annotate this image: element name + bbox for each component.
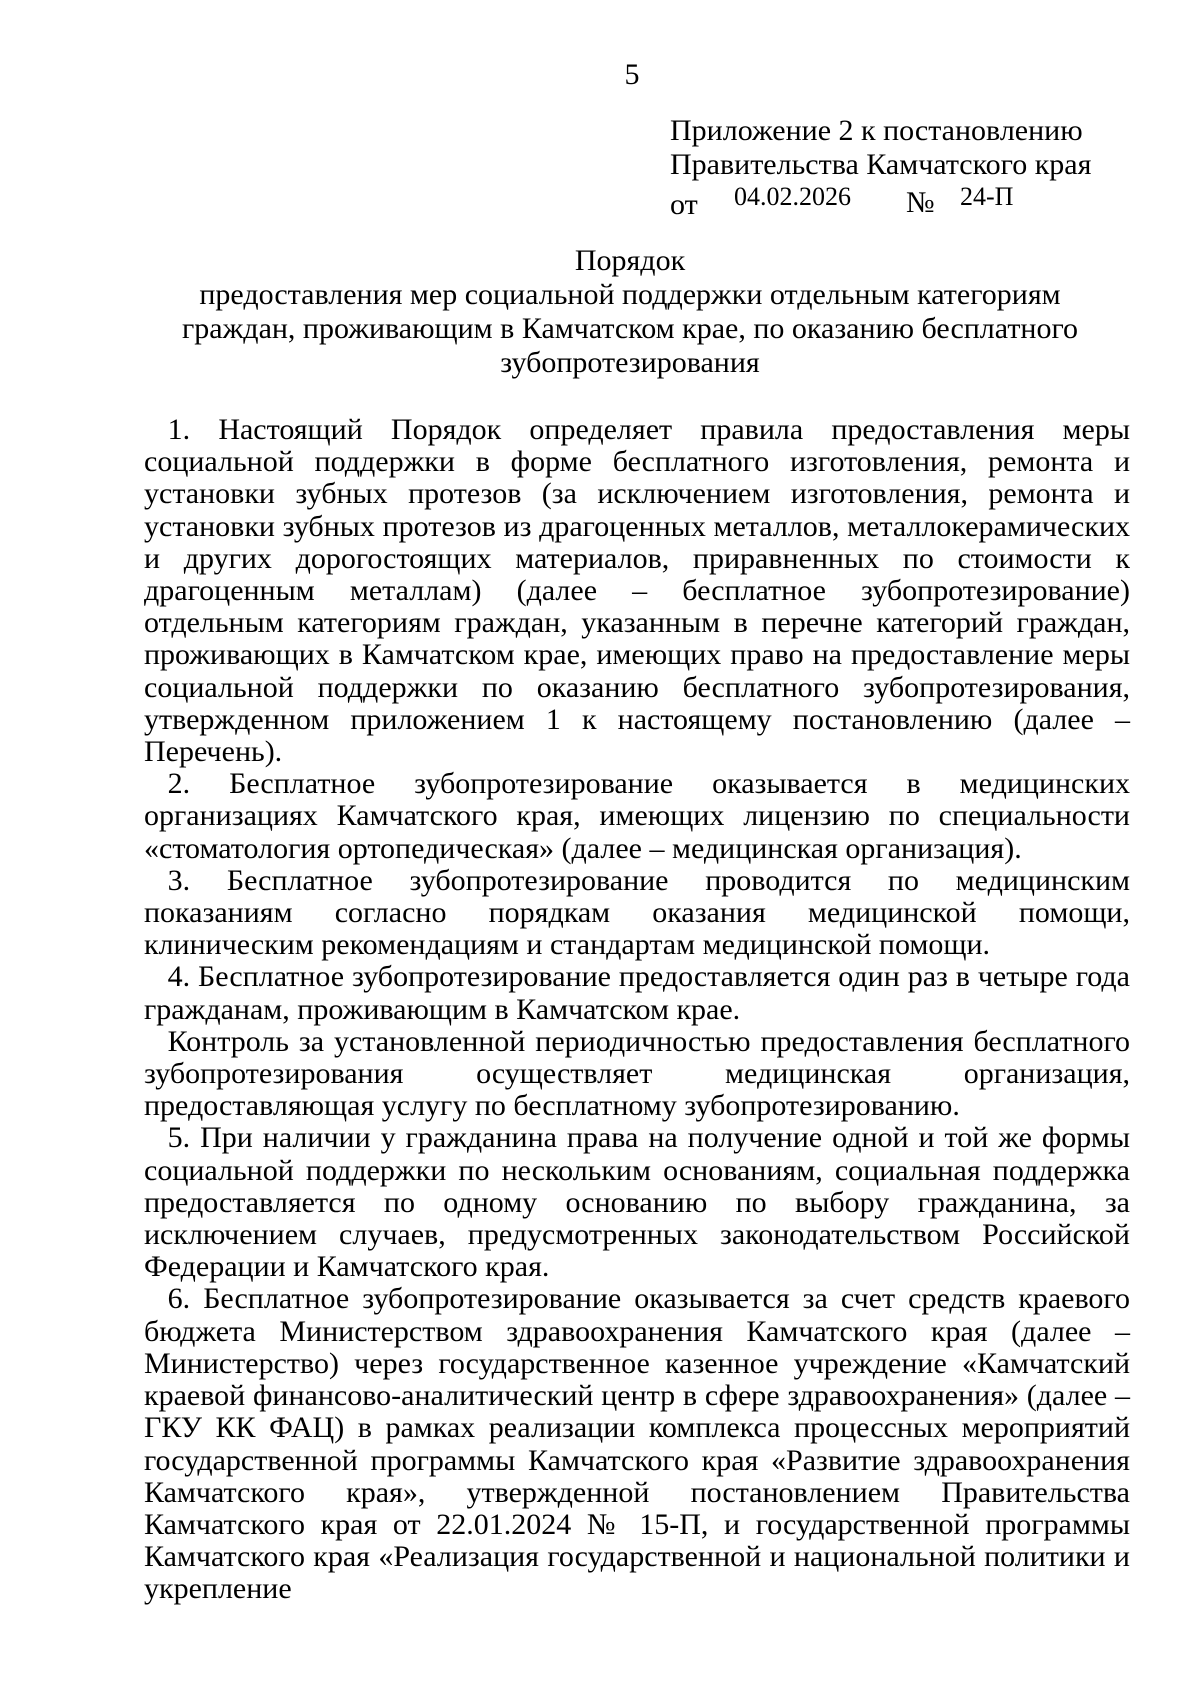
appendix-line-2: Правительства Камчатского края xyxy=(670,148,1092,181)
appendix-reference xyxy=(670,182,1140,220)
paragraph-3: 3. Бесплатное зубопротезирование проводится по медицинским показаниям согласно порядкам оказания медицинской помощи, клиническим рекомендациям и стандартам медицинской помощи. xyxy=(144,863,1130,962)
number-sign: № xyxy=(906,186,935,219)
date-prefix: от xyxy=(670,188,698,221)
document-title xyxy=(130,244,1130,380)
paragraph-1: 1. Настоящий Порядок определяет правила предоставления меры социальной поддержки в форме бесплатного изготовления, ремонта и установки зубных протезов (за исключением изготовления, ремонта и установки зубных протезов из драгоценных металлов, металлокерамических и других дорогостоящих материалов, приравненных по стоимости к драгоценным металлам) (далее – бесплатное зубопротезирование) отдельным категориям граждан, указанным в перечне категорий граждан, проживающих в Камчатском крае, имеющих право на предоставление меры социальной поддержки по оказанию бесплатного зубопротезирования, утвержденном приложением 1 к настоящему постановлению (далее – Перечень). xyxy=(144,413,1130,769)
title-heading: Порядок xyxy=(574,244,686,277)
resolution-number: 24-П xyxy=(960,182,1014,211)
paragraph-6: 6. Бесплатное зубопротезирование оказывается за счет средств краевого бюджета Министерством здравоохранения Камчатского края (далее – Министерство) через государственное казенное учреждение «Камчатский краевой финансово-аналитический центр в сфере здравоохранения» (далее – ГКУ КК ФАЦ) в рамках реализации комплекса процессных мероприятий государственной программы Камчатского края «Развитие здравоохранения Камчатского края», утвержденной постановлением Правительства Камчатского края от 22.01.2024 № 15-П, и государственной программы Камчатского края «Реализация государственной и национальной политики и укрепление xyxy=(144,1282,1130,1606)
paragraph-4: 4. Бесплатное зубопротезирование предоставляется один раз в четыре года гражданам, проживающим в Камчатском крае. xyxy=(144,960,1130,1026)
paragraph-2: 2. Бесплатное зубопротезирование оказывается в медицинских организациях Камчатского края, имеющих лицензию по специальности «стоматология ортопедическая» (далее – медицинская организация). xyxy=(144,767,1130,865)
paragraph-4-control: Контроль за установленной периодичностью предоставления бесплатного зубопротезирования осуществляет медицинская организация, предоставляющая услугу по бесплатному зубопротезированию. xyxy=(144,1024,1130,1123)
resolution-date: 04.02.2026 xyxy=(734,182,851,211)
title-subtitle: предоставления мер социальной поддержки отдельным категориям граждан, проживающим в Камчатском крае, по оказанию бесплатного зубопротезирования xyxy=(181,278,1079,379)
page-number: 5 xyxy=(624,58,640,91)
paragraph-5: 5. При наличии у гражданина права на получение одной и той же формы социальной поддержки по нескольким основаниям, социальная поддержка предоставляется по одному основанию по выбору гражданина, за исключением случаев, предусмотренных законодательством Российской Федерации и Камчатского края. xyxy=(144,1121,1130,1284)
appendix-line-1: Приложение 2 к постановлению xyxy=(670,114,1083,147)
document-body xyxy=(144,414,1130,1606)
appendix-header xyxy=(670,114,1140,220)
